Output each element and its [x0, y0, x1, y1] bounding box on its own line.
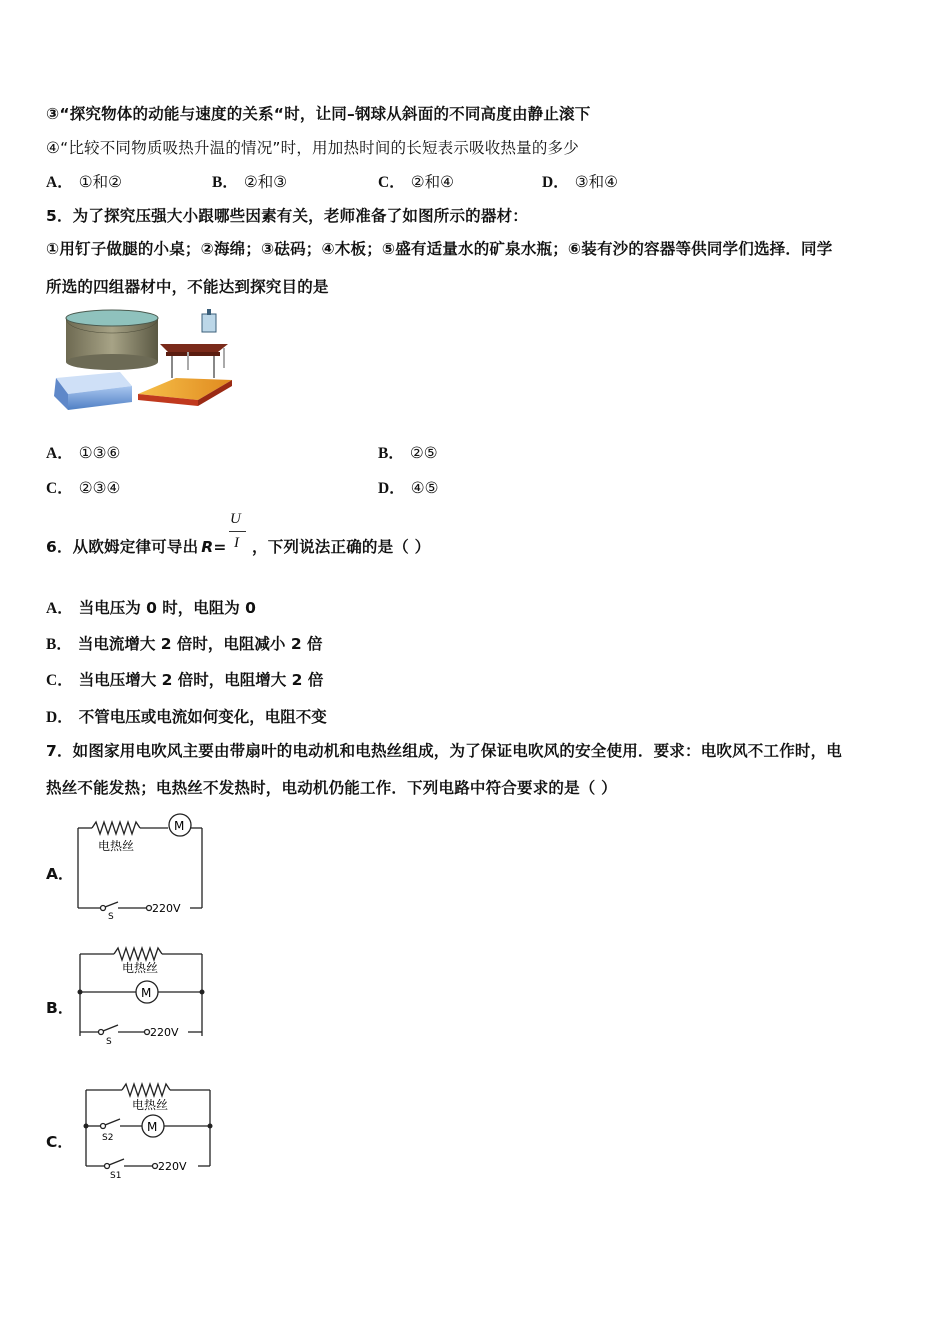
ohm-formula: R=	[201, 538, 227, 556]
motor-label: M	[174, 819, 185, 833]
switch-icon	[103, 1025, 118, 1031]
heater-resistor-icon	[92, 822, 140, 834]
sponge-icon	[54, 372, 132, 410]
q4-option-a[interactable]: A． ①和②	[46, 173, 122, 191]
q6-option-d[interactable]: D． 不管电压或电流如何变化，电阻不变	[46, 708, 327, 726]
equipment-illustration	[48, 308, 238, 420]
fraction-numerator: U	[230, 511, 241, 527]
heater-label: 电热丝	[122, 961, 159, 975]
sand-container-icon	[66, 310, 158, 370]
small-table-icon	[160, 344, 228, 378]
circuit-a-diagram	[72, 812, 212, 922]
switch-label: S	[106, 1037, 112, 1047]
q7-option-a-label[interactable]: A．	[46, 865, 74, 883]
fraction-denominator: I	[234, 535, 239, 551]
q6-option-c[interactable]: C． 当电压增大 2 倍时，电阻增大 2 倍	[46, 671, 324, 689]
q6-option-b[interactable]: B． 当电流增大 2 倍时，电阻减小 2 倍	[46, 635, 323, 653]
q7-option-b-label[interactable]: B．	[46, 999, 74, 1017]
circuit-c-diagram	[78, 1078, 218, 1186]
switch-1-icon	[109, 1159, 124, 1165]
q5-option-a[interactable]: A． ①③⑥	[46, 444, 121, 462]
switch-1-label: S1	[110, 1171, 122, 1181]
q5-option-d[interactable]: D． ④⑤	[378, 479, 439, 497]
question-7-cont: 热丝不能发热；电热丝不发热时，电动机仍能工作．下列电路中符合要求的是（ ）	[46, 779, 617, 797]
voltage-label: 220V	[150, 1026, 179, 1039]
q4-option-d[interactable]: D． ③和④	[542, 173, 618, 191]
motor-label: M	[147, 1120, 158, 1134]
q5-option-b[interactable]: B． ②⑤	[378, 444, 438, 462]
heater-resistor-icon	[114, 948, 162, 960]
voltage-label: 220V	[158, 1160, 187, 1173]
switch-2-icon	[105, 1119, 120, 1125]
wooden-board-icon	[138, 378, 232, 406]
fraction-bar	[229, 531, 246, 532]
switch-label: S	[108, 912, 114, 922]
q5-option-c[interactable]: C． ②③④	[46, 479, 121, 497]
question-6-tail: ，下列说法正确的是（ ）	[252, 538, 431, 556]
question-6: 6．从欧姆定律可导出 R=	[46, 538, 227, 556]
weight-icon	[202, 309, 216, 332]
heater-resistor-icon	[122, 1084, 170, 1096]
heater-label: 电热丝	[132, 1098, 169, 1112]
heater-label: 电热丝	[98, 839, 135, 853]
motor-label: M	[141, 986, 152, 1000]
question-7: 7．如图家用电吹风主要由带扇叶的电动机和电热丝组成，为了保证电吹风的安全使用．要求：电吹风不工作时，电	[46, 742, 842, 760]
q6-option-a[interactable]: A． 当电压为 0 时，电阻为 0	[46, 599, 256, 617]
circuit-b-diagram	[72, 944, 212, 1048]
question-5-materials: ①用钉子做腿的小桌；②海绵；③砝码；④木板；⑤盛有适量水的矿泉水瓶；⑥装有沙的容器等供同学们选择．同学	[46, 240, 833, 258]
statement-3: ③“探究物体的动能与速度的关系“时，让同–钢球从斜面的不同高度由静止滚下	[46, 105, 591, 123]
q4-option-b[interactable]: B． ②和③	[212, 173, 288, 191]
q7-option-c-label[interactable]: C．	[46, 1133, 73, 1151]
question-5: 5．为了探究压强大小跟哪些因素有关，老师准备了如图所示的器材：	[46, 207, 528, 225]
voltage-label: 220V	[152, 902, 181, 915]
switch-2-label: S2	[102, 1133, 114, 1143]
switch-icon	[105, 902, 118, 907]
statement-4: ④“比较不同物质吸热升温的情况”时，用加热时间的长短表示吸收热量的多少	[46, 139, 579, 157]
q4-option-c[interactable]: C． ②和④	[378, 173, 454, 191]
question-5-ask: 所选的四组器材中，不能达到探究目的是	[46, 278, 329, 296]
